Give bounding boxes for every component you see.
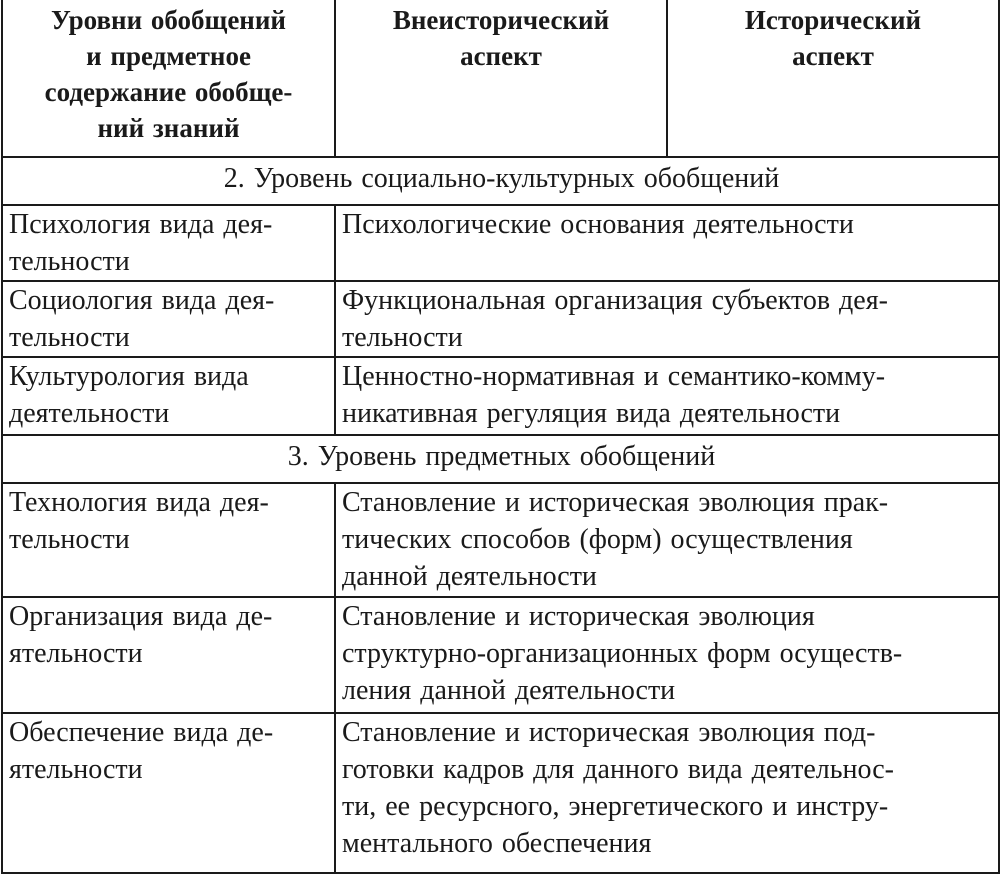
section-row (2, 157, 999, 205)
section-row (2, 435, 999, 483)
section-title: 3. Уровень предметных обобщений (2, 435, 999, 483)
row-content (335, 713, 999, 873)
row-subject-line: ятельности (9, 638, 143, 669)
row-subject-line: Технология вида дея- (9, 487, 269, 518)
row-content-line: Становление и историческая эволюция (342, 601, 815, 632)
header-historical-line-2: аспект (792, 41, 874, 71)
row-content-line: никативная регуляция вида деятельности (342, 398, 841, 429)
table-row (2, 597, 999, 713)
row-content-line: готовки кадров для данного вида деятельнос- (342, 754, 894, 785)
row-content-line: структурно-организационных форм осуществ- (342, 638, 903, 669)
row-content-line: ти, ее ресурсного, энергетического и инстру- (342, 791, 889, 822)
row-subject-line: Организация вида де- (9, 601, 273, 632)
levels-table (1, 0, 1000, 874)
row-content-line: Функциональная организация субъектов дея- (342, 285, 888, 316)
row-subject-line: тельности (9, 524, 130, 555)
row-content-line: ления данной деятельности (342, 675, 676, 706)
row-subject (2, 713, 335, 873)
table-row (2, 357, 999, 435)
table-row (2, 713, 999, 873)
row-subject (2, 357, 335, 435)
section-title: 2. Уровень социально-культурных обобщений (2, 157, 999, 205)
row-content-line: данной деятельности (342, 561, 597, 592)
row-subject-line: Социология вида дея- (9, 285, 275, 316)
row-subject (2, 597, 335, 713)
row-content (335, 483, 999, 597)
row-subject-line: тельности (9, 246, 130, 277)
header-ahistorical-line-1: Внеисторический (392, 5, 610, 35)
header-ahistorical (335, 0, 667, 157)
row-content-line: Становление и историческая эволюция под- (342, 717, 876, 748)
header-levels-line-4: ний знаний (97, 113, 240, 143)
header-historical-line-1: Исторический (744, 5, 922, 35)
header-levels-line-3: содержание обобще- (44, 77, 293, 107)
row-subject (2, 483, 335, 597)
row-subject-line: Психология вида дея- (9, 209, 273, 240)
table-row (2, 483, 999, 597)
table-header-row (2, 0, 999, 157)
row-content-line: ментального обеспечения (342, 828, 652, 859)
row-content (335, 597, 999, 713)
row-content (335, 357, 999, 435)
row-subject (2, 205, 335, 281)
row-content (335, 205, 999, 281)
table-row (2, 205, 999, 281)
row-content-line: тических способов (форм) осуществления (342, 524, 853, 555)
header-historical (667, 0, 999, 157)
row-content (335, 281, 999, 357)
row-subject-line: Культурология вида (9, 361, 249, 392)
header-levels-line-2: и предметное (86, 41, 251, 71)
row-content-line: тельности (342, 322, 463, 353)
row-subject (2, 281, 335, 357)
header-levels (2, 0, 335, 157)
row-subject-line: деятельности (9, 398, 170, 429)
row-content-line: Психологические основания деятельности (342, 209, 854, 240)
table-row (2, 281, 999, 357)
header-levels-line-1: Уровни обобщений (51, 5, 286, 35)
row-subject-line: Обеспечение вида де- (9, 717, 274, 748)
header-ahistorical-line-2: аспект (460, 41, 542, 71)
row-subject-line: ятельности (9, 754, 143, 785)
row-content-line: Становление и историческая эволюция прак- (342, 487, 889, 518)
row-subject-line: тельности (9, 322, 130, 353)
row-content-line: Ценностно-нормативная и семантико-комму- (342, 361, 886, 392)
